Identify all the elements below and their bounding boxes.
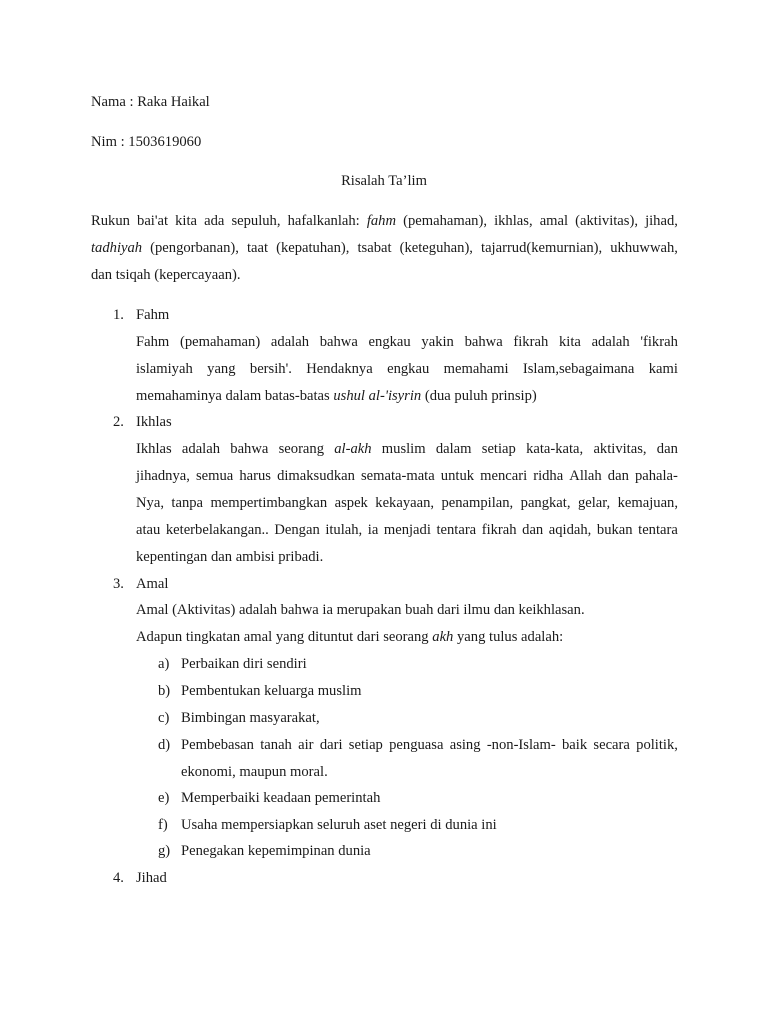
sub-letter-f: f) <box>158 817 168 833</box>
ikhlas-line-4: atau keterbelakangan.. Dengan itulah, ia menjadi tentara fikrah dan aqidah, bukan tentara <box>136 522 678 538</box>
sub-item-a: Perbaikan diri sendiri <box>181 656 307 672</box>
intro-line-2: tadhiyah (pengorbanan), taat (kepatuhan), tsabat (keteguhan), tajarrud(kemurnian), ukhuwwah, <box>91 240 678 256</box>
fahm-line-3: memahaminya dalam batas-batas ushul al-'isyrin (dua puluh prinsip) <box>136 388 537 404</box>
sub-letter-b: b) <box>158 683 171 699</box>
ikhlas-line-1: Ikhlas adalah bahwa seorang al-akh muslim dalam setiap kata-kata, aktivitas, dan <box>136 441 678 457</box>
list-number-1: 1. <box>113 307 124 323</box>
ikhlas-line-2: jihadnya, semua harus dimaksudkan semata-mata untuk mencari ridha Allah dan pahala- <box>136 468 678 484</box>
sub-letter-a: a) <box>158 656 170 672</box>
fahm-line-1: Fahm (pemahaman) adalah bahwa engkau yakin bahwa fikrah kita adalah 'fikrah <box>136 334 678 350</box>
sub-letter-e: e) <box>158 790 170 806</box>
list-number-2: 2. <box>113 414 124 430</box>
sub-item-g: Penegakan kepemimpinan dunia <box>181 843 371 859</box>
student-nim-line: Nim : 1503619060 <box>91 134 202 150</box>
sub-item-d-line-1: Pembebasan tanah air dari setiap penguasa asing -non-Islam- baik secara politik, <box>181 737 678 753</box>
sub-item-d-line-2: ekonomi, maupun moral. <box>181 764 328 780</box>
item-title-fahm: Fahm <box>136 307 170 323</box>
sub-item-f: Usaha mempersiapkan seluruh aset negeri di dunia ini <box>181 817 497 833</box>
sub-letter-c: c) <box>158 710 170 726</box>
ikhlas-line-3: Nya, tanpa mempertimbangkan aspek kekayaan, penampilan, pangkat, gelar, kemajuan, <box>136 495 678 511</box>
sub-letter-g: g) <box>158 843 171 859</box>
item-title-ikhlas: Ikhlas <box>136 414 172 430</box>
sub-item-e: Memperbaiki keadaan pemerintah <box>181 790 381 806</box>
amal-line-1: Amal (Aktivitas) adalah bahwa ia merupakan buah dari ilmu dan keikhlasan. <box>136 602 585 618</box>
sub-letter-d: d) <box>158 737 171 753</box>
intro-line-3: dan tsiqah (kepercayaan). <box>91 267 241 283</box>
document-title: Risalah Ta’lim <box>341 173 427 189</box>
student-name-line: Nama : Raka Haikal <box>91 94 210 110</box>
ikhlas-line-5: kepentingan dan ambisi pribadi. <box>136 549 324 565</box>
list-number-3: 3. <box>113 576 124 592</box>
item-title-jihad: Jihad <box>136 870 167 886</box>
amal-line-2: Adapun tingkatan amal yang dituntut dari seorang akh yang tulus adalah: <box>136 629 564 645</box>
fahm-line-2: islamiyah yang bersih'. Hendaknya engkau memahami Islam,sebagaimana kami <box>136 361 678 377</box>
item-title-amal: Amal <box>136 576 169 592</box>
sub-item-c: Bimbingan masyarakat, <box>181 710 320 726</box>
list-number-4: 4. <box>113 870 124 886</box>
sub-item-b: Pembentukan keluarga muslim <box>181 683 362 699</box>
intro-line-1: Rukun bai'at kita ada sepuluh, hafalkanlah: fahm (pemahaman), ikhlas, amal (aktivitas), jihad, <box>91 213 678 229</box>
